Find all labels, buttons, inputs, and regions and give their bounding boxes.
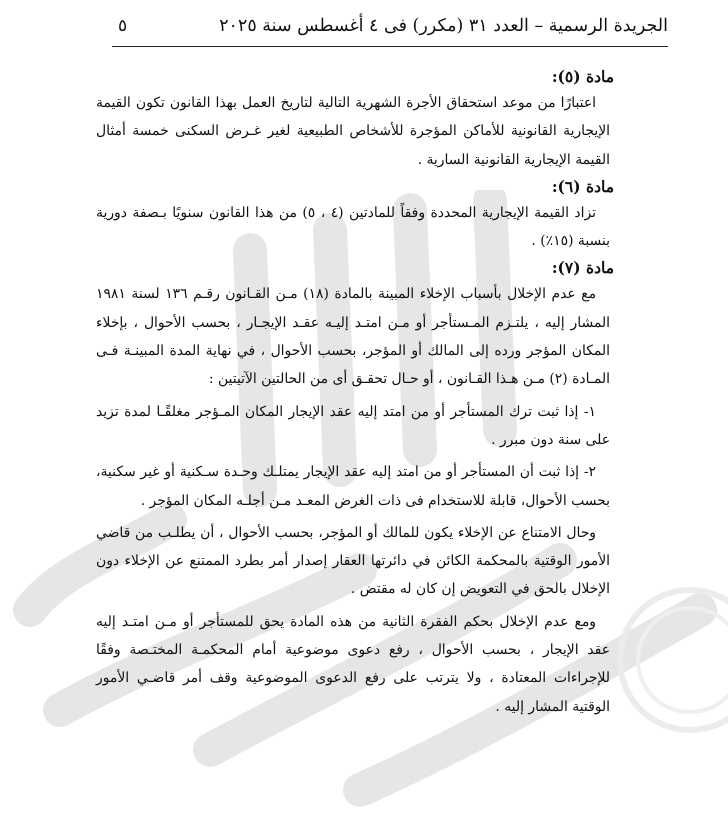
article-5-paragraph: اعتبارًا من موعد استحقاق الأجرة الشهرية التالية لتاريخ العمل بهذا القانون تكون القيمة الإيجارية القانونية للأماكن المؤجرة للأشخاص الطبيعية لغير غـرض السكنى خمسة أمثال القيمة الإيجارية القانونية السارية . bbox=[96, 95, 610, 168]
header-divider bbox=[112, 46, 668, 47]
article-5-heading: مادة (٥): bbox=[551, 67, 614, 86]
article-7-final-paragraph: ومع عدم الإخلال بحكم الفقرة الثانية من هذه المادة يحق للمستأجر أو مـن امتـد إليه عقد الإيجار ، بحسب الأحوال ، رفع دعوى موضوعية أمام المحكمـة المختـصة وفقًا للإجراءات المعتادة ، ولا يترتب على رفع الدعوى الموضوعية وقف أمر قاضـي الأمور الوقتية المشار إليه . bbox=[96, 613, 610, 715]
article-6-heading: مادة (٦): bbox=[551, 176, 614, 196]
article-7-heading: مادة (٧): bbox=[551, 258, 614, 278]
document-body bbox=[96, 64, 614, 721]
article-6-paragraph: تزاد القيمة الإيجارية المحددة وفقاً للمادتين (٤ ، ٥) من هذا القانون سنويًا بـصفة دورية بنسبة (١٥٪) . bbox=[96, 204, 610, 250]
article-7-clause-2: ٢- إذا ثبت أن المستأجر أو من امتد إليه عقد الإيجار يمتلـك وحـدة سـكنية أو غير سكنية، بحسب الأحوال، قابلة للاستخدام فى ذات الغرض المعـد مـن أجلـه المكان المؤجر . bbox=[96, 464, 610, 509]
article-7-intro-paragraph: مع عدم الإخلال بأسباب الإخلاء المبينة بالمادة (١٨) مـن القـانون رقـم ١٣٦ لسنة ١٩٨١ المشار إليه ، يلتـزم المـستأجر أو مـن امتـد إليـه عقـد الإيجـار ، بحسب الأحوال ، بإخلاء المكان المؤجر ورده إلى المالك أو المؤجر، بحسب الأحوال ، في نهاية المدة المبينـة فـى المـادة (٢) مـن هـذا القـانون ، أو حـال تحقـق أى من الحالتين الآتيتين : bbox=[96, 286, 610, 388]
header-title: الجريدة الرسمية – العدد ٣١ (مكرر) فى ٤ أغسطس سنة ٢٠٢٥ bbox=[219, 16, 668, 36]
article-7-refusal-paragraph: وحال الامتناع عن الإخلاء يكون للمالك أو المؤجر، بحسب الأحوال ، أن يطلـب من قاضي الأمور الوقتية بالمحكمة الكائن في دائرتها العقار إصدار أمر بطرد الممتنع عن الإخلاء دون الإخلال بالحق في التعويض إن كان له مقتض . bbox=[96, 524, 610, 598]
page-number: ٥ bbox=[118, 16, 128, 36]
page-header bbox=[110, 14, 668, 44]
article-7-clause-1: ١- إذا ثبت ترك المستأجر أو من امتد إليه عقد الإيجار المكان المـؤجر مغلقًـا لمدة تزيد على سنة دون مبرر . bbox=[96, 403, 610, 448]
